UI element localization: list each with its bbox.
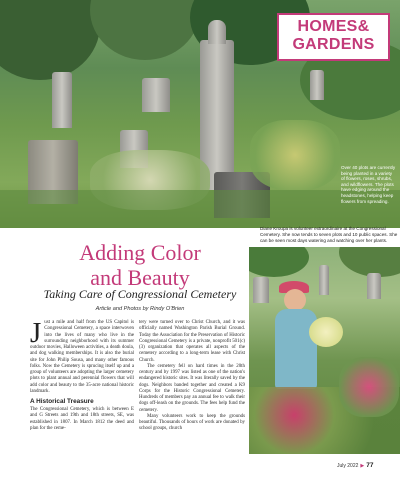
volunteer-photo <box>249 247 400 454</box>
page-number: 77 <box>366 462 374 469</box>
article-paragraph: The cemetery fell on hard times in the 20th century and by 1997 was listed as one of the nation's endangered historic sites. It was literally saved by the dogs. Neighbors banded together and created a K9 Corps for the Historic Congressional Cemetery. Hundreds of members pay an annual fee to walk their dogs off-leash on the grounds. The fees help fund the cemetery. <box>139 363 245 413</box>
masthead-line-2: GARDENS <box>292 36 375 53</box>
article-byline: Article and Photos by Rindy O'Brien <box>95 306 185 312</box>
tree-foliage <box>0 0 100 80</box>
article-paragraph: The Congressional Cemetery, which is between E and G Streets and 19th and 18th streets, SE, was established in 1807. In March 1812 the deed and plan for the ceme- <box>30 407 134 431</box>
article-paragraph <box>30 317 134 395</box>
headstone <box>52 72 72 128</box>
paragraph-text: ust a mile and half from the US Capitol is Congressional Cemetery, a space interwoven into the lives of many who live in the surrounding neighborhood with its summer outdoor movies, Halloween activities, a death doula, and dog walking memberships. It is also the burial site for John Philip Sousa, and many other famous folks. Now the Cemetery is sprucing itself up and a group of volunteers are adopting the larger cemetery plots to plant annual and perennial flowers that will add color and beauty to the 35-acre national historic landmark. <box>30 320 134 394</box>
tree-foliage <box>249 247 309 277</box>
headstone <box>319 265 329 295</box>
section-heading: A Historical Treasure <box>30 398 94 405</box>
grass <box>0 190 400 228</box>
headstone <box>253 277 269 303</box>
flower-bouquet <box>309 317 343 347</box>
page-footer <box>337 462 374 469</box>
headline-line-1: Adding Color <box>79 240 201 265</box>
monument-urn <box>208 20 226 44</box>
flower-bed <box>250 120 340 190</box>
volunteer-face <box>284 289 306 311</box>
headline-line-2: and Beauty <box>90 265 190 290</box>
headstone <box>310 70 324 100</box>
photo-caption: Over 40 plots are currently being planted in a variety of flowers, roses, shrubs, and wildflowers. The plots have edging around the headstones, helping keep flowers from spreading. <box>341 165 396 204</box>
headstone <box>142 78 170 112</box>
flower-bed <box>339 357 399 417</box>
article-paragraph: Many volunteers work to keep the grounds beautiful. Thousands of hours of work are donated by school groups, church <box>139 413 245 432</box>
issue-date: July 2022 <box>337 463 359 469</box>
drop-cap: J <box>30 317 42 349</box>
headstone <box>367 273 381 299</box>
tree-foliage <box>90 0 200 60</box>
article-headline <box>30 240 250 290</box>
volunteer-caption: Diane Kroupa is volunteer extraordinaire at the Congressional Cemetery. She now tends to seven plots and 10 public spaces. She can be seen most days watering and watching over her plants. <box>260 226 398 243</box>
triangle-icon: ▶ <box>360 463 365 469</box>
masthead-line-1: HOMES& <box>297 18 370 35</box>
volunteer-shirt <box>275 309 317 389</box>
article-subhead: Taking Care of Congressional Cemetery <box>43 287 237 301</box>
article-column-1 <box>30 317 134 432</box>
section-masthead <box>277 13 390 61</box>
article-paragraph: tery were turned over to Christ Church, and it was officially named Washington Parish Burial Ground. Today the Association for the Preservation of Historic Congressional Cemetery is a private, nonprofit 501(c)(3) organization that operates all aspects of the cemetery according to a long-term lease with Christ Church. <box>139 320 245 363</box>
article-column-2 <box>139 320 245 433</box>
